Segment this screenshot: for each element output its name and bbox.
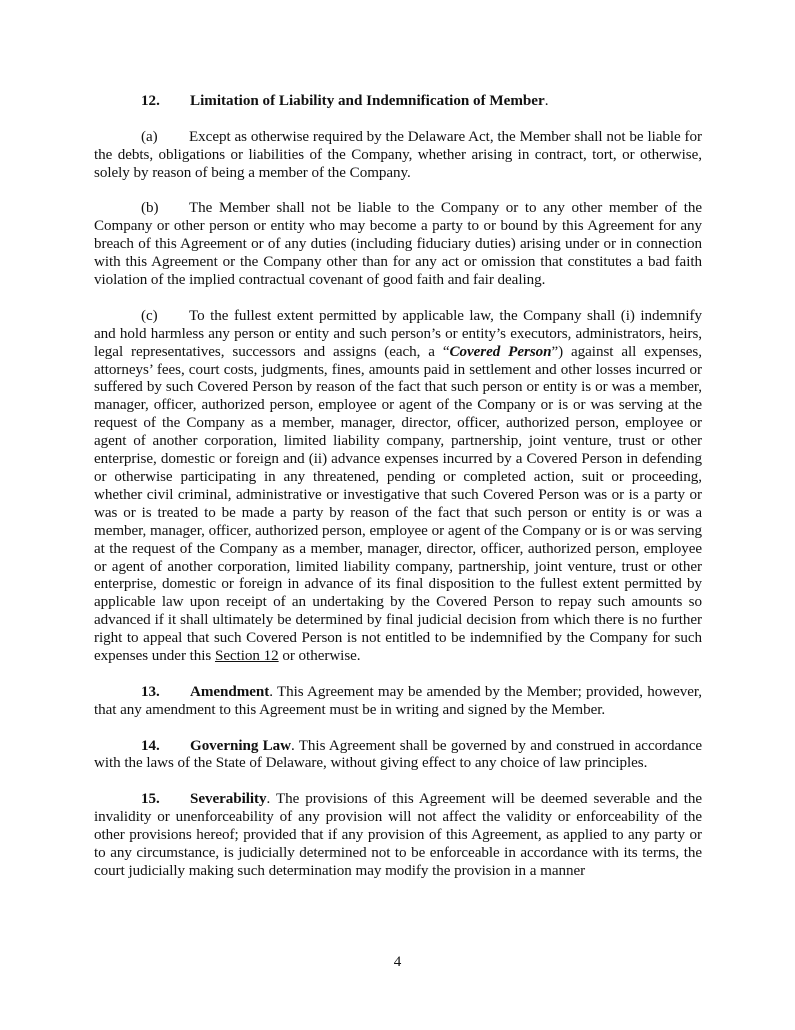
section-13-title: Amendment: [190, 683, 270, 700]
section-14-text: . This Agreement shall be governed by and construed in accordance with the laws of the State of Delaware, without giving effect to any choice of law principles.: [94, 737, 703, 772]
section-12-title-period: .: [544, 93, 549, 109]
page-number: 4: [393, 954, 402, 970]
covered-person-defined-term: Covered Person: [449, 343, 552, 360]
document-page: [94, 93, 702, 899]
section-13-number: 13.: [141, 683, 160, 700]
section-14-title: Governing Law: [190, 737, 291, 754]
section-12c-text-before: To the fullest extent permitted by applicable law, the Company shall (i) indemnify and hold harmless any person or entity and such person’s or entity’s executors, administrators, heirs, legal representatives, successors and assigns (each, a “: [94, 307, 702, 360]
section-12c-text-end: or otherwise.: [278, 648, 361, 665]
section-12c-text-after: ”) against all expenses, attorneys’ fees, court costs, judgments, fines, amounts paid in settlement and other losses incurred or suffered by such Covered Person by reason of the fact that such person or entity is or was a member, manager, officer, authorized person, employee or agent of the Company or is or was serving at the request of the Company as a member, manager, director, officer, authorized person, employee or agent of another corporation, limited liability company, partnership, joint venture, trust or other enterprise, domestic or foreign and (ii) advance expenses incurred by a Covered Person in defending or otherwise participating in any threatened, pending or completed action, suit or proceeding, whether civil criminal, administrative or investigative that such Covered Person was or is a party or was or is treated to be made a party by reason of the fact that such person or entity is or was a member, manager, officer, authorized person, employee or agent of the Company or is or was serving at the request of the Company as a member, manager, director, officer, authorized person, employee or agent of another corporation, limited liability company, partnership, joint venture, trust or other enterprise, domestic or foreign in advance of its final disposition to the fullest extent permitted by applicable law upon receipt of an undertaking by the Covered Person to repay such amounts so advanced if it shall ultimately be determined by final judicial decision from which there is no further right to appeal that such Covered Person is not entitled to be indemnified by the Company for such expenses under this: [94, 343, 702, 665]
section-12a-paragraph: [94, 129, 702, 183]
section-14-number: 14.: [141, 737, 160, 754]
section-15-number: 15.: [141, 791, 160, 808]
section-12b-paragraph: [94, 200, 702, 290]
section-12-title: Limitation of Liability and Indemnification of Member: [190, 93, 545, 109]
section-12a-text: Except as otherwise required by the Delaware Act, the Member shall not be liable for the debts, obligations or liabilities of the Company, whether arising in contract, tort, or otherwise, solely by reason of being a member of the Company.: [94, 128, 702, 181]
section-12a-label: (a): [141, 128, 158, 145]
section-12-cross-reference: Section 12: [214, 648, 279, 665]
section-12b-label: (b): [141, 200, 159, 217]
section-12b-text: The Member shall not be liable to the Company or to any other member of the Company or other person or entity who may become a party to or bound by this Agreement for any breach of this Agreement or of any duties (including fiduciary duties) arising under or in connection with this Agreement or the Company other than for any act or omission that constitutes a bad faith violation of the implied contractual covenant of good faith and fair dealing.: [94, 200, 702, 289]
section-12c-paragraph: [94, 308, 702, 666]
section-15-title: Severability: [190, 791, 267, 808]
section-13-text: . This Agreement may be amended by the Member; provided, however, that any amendment to this Agreement must be in writing and signed by the Member.: [94, 683, 702, 718]
section-13-paragraph: [94, 684, 702, 720]
section-15-text: . The provisions of this Agreement will be deemed severable and the invalidity or unenforceability of any provision will not affect the validity or enforceability of the other provisions hereof; provided that if any provision of this Agreement, as applied to any party or to any circumstance, is judicially determined not to be enforceable in accordance with its terms, the court judicially making such determination may modify the provision in a manner: [94, 791, 702, 879]
section-12-number: 12.: [141, 93, 160, 109]
section-15-paragraph: [94, 791, 702, 881]
section-12-heading: [94, 93, 702, 111]
section-14-paragraph: [94, 738, 702, 774]
section-12c-label: (c): [141, 307, 158, 324]
